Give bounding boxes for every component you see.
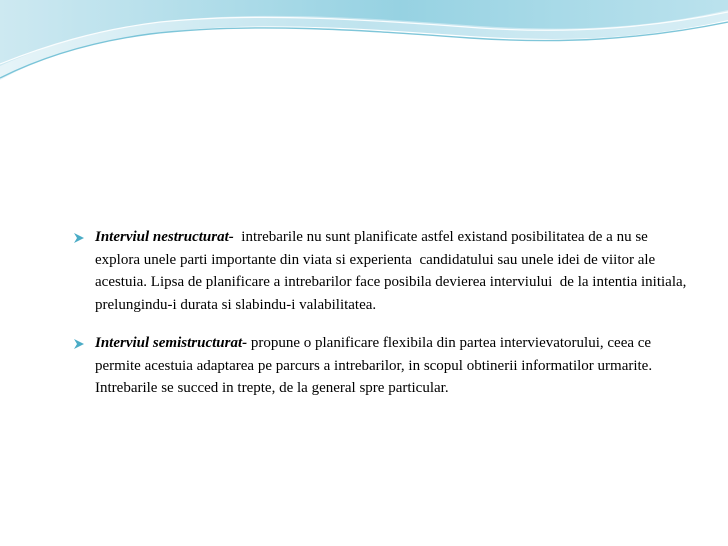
arrow-bullet-icon (73, 232, 85, 244)
bullet-text: propune o planificare flexibila din partea intervievatorului, ceea ce permite acestuia adaptarea pe parcurs a intrebarilor, in scopul obtinerii informatilor urmarite. Intrebarile se succed in trepte, de la general spre particular. (95, 335, 656, 396)
bullet-term: Interviul semistructurat- (95, 335, 248, 351)
bullet-item-nestructurat (73, 226, 691, 316)
bullet-text: intrebarile nu sunt planificate astfel existand posibilitatea de a nu se explora unele parti importante din viata si experienta candidatului sau unele idei de viitor ale acestuia. Lipsa de planificare a intrebarilor face posibila devierea interviului de la intentia initiala, prelungindu-i durata si slabindu-i valabilitatea. (95, 229, 691, 313)
bullet-item-semistructurat (73, 332, 688, 400)
slide-content (73, 226, 691, 400)
arrow-bullet-icon (73, 338, 85, 350)
bullet-term: Interviul nestructurat- (95, 229, 234, 245)
header-wave-decoration (0, 0, 728, 100)
